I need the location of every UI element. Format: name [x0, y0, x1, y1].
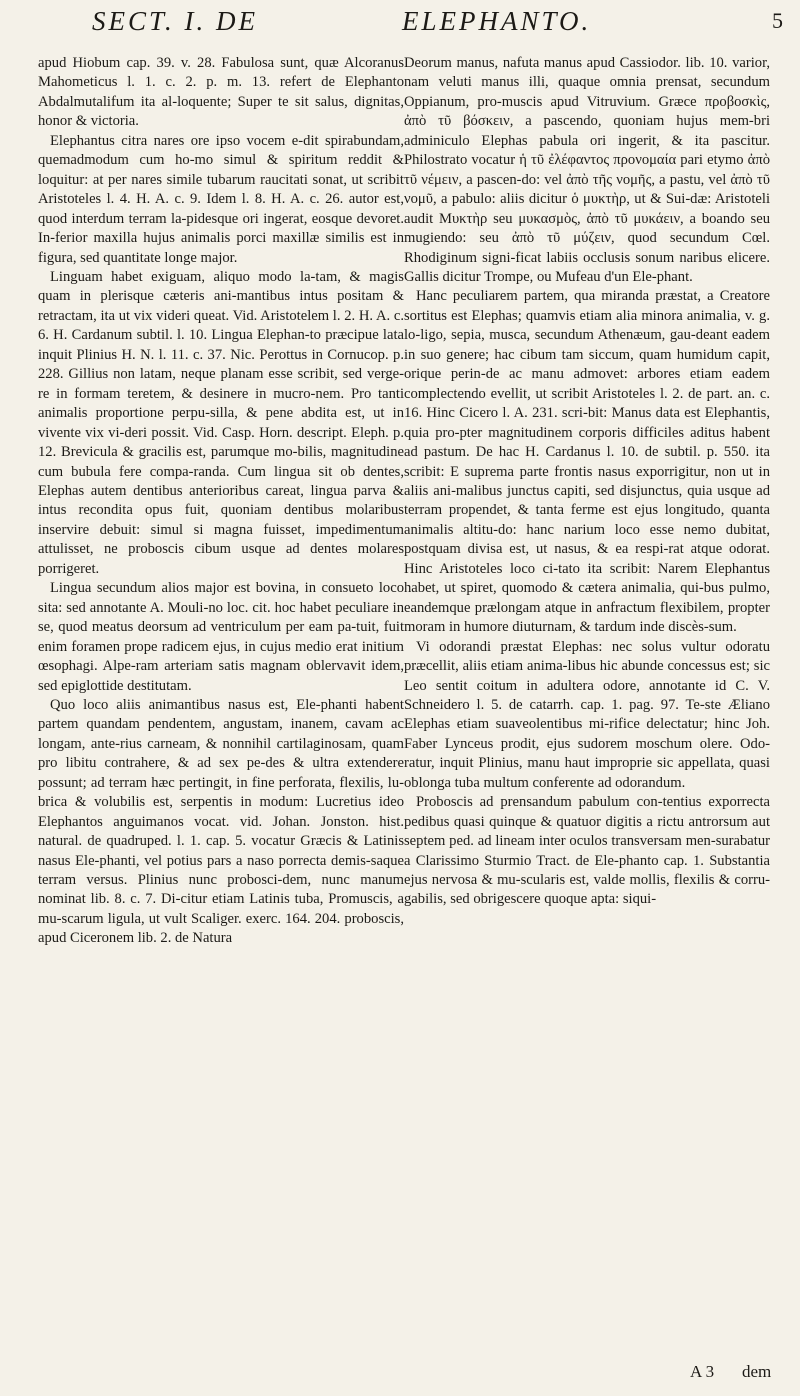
- header-right: ELEPHANTO.: [402, 6, 592, 36]
- left-column: [38, 54, 404, 949]
- running-header: [0, 6, 800, 34]
- paragraph: Deorum manus, nafuta manus apud Cassiodor. lib. 10. varior, nam veluti manus illi, quaque omnia prensat, secundum Oppianum, pro-muscis apud Vitruvium. Græce προβοσκὶς, ἀπὸ τῦ βόσκειν, a pascendo, quoniam hujus mem-bri adminiculo Elephas pabula ori ingerit, & ita pascitur. Philostrato vocatur ἡ τῦ ἐλέφαντος προνομαία pari etymo ἀπὸ τῦ νέμειν, a pascen-do: vel ἀπὸ τῆς νομῆς, a pastu, vel ἀπὸ τῦ νομῦ, a pabulo: aliis dicitur ὁ μυκτὴρ, ut & Sui-dæ: Aristoteli audit Μυκτὴρ seu μυκασμὸς, ἀπὸ τῦ μυκάειν, a boando seu mugiendo: seu ἀπὸ τῦ μύζειν, quod secundum Cœl. Rhodiginum signi-ficat labiis occlusis sonum naribus elicere. Gallis dicitur Trompe, ou Mufeau d'un Ele-phant.: [404, 55, 770, 285]
- paragraph: Vi odorandi præstat Elephas: nec solus vultur odoratu præcellit, aliis etiam anima-libus hic abunde concessus est; sic Leo sentit coitum in adultera odore, annotante id C. V. Schneidero l. 5. de catarrh. cap. 1. pag. 97. Te-ste Æliano Elephas etiam suaveolentibus mi-rifice delectatur; hinc Joh. Faber Lynceus prodit, ejus sudorem moschum olere. Odo-ratur, inquit Plinius, manu haut improprie sic appellata, quasi oblonga tuba multum conferente ad odorandum.: [404, 638, 770, 791]
- signature-mark: A 3: [690, 1362, 715, 1381]
- paragraph: Elephantus citra nares ore ipso vocem e-dit spirabundam, quemadmodum cum ho-mo simul & spiritum reddit & loquitur: at per nares simile tubarum raucitati sonat, ut scribit Aristoteles l. 4. H. A. c. 9. Idem l. 8. H. A. c. 26. autor est, quod interdum terram la-pidesque ori ingerat, eosque devoret. In-ferior maxilla hujus animalis porci maxillæ similis est in figura, sed quantitate longe major.: [38, 132, 404, 266]
- header-left: SECT. I. DE: [92, 6, 258, 36]
- page-number: 5: [772, 8, 783, 33]
- right-column: [404, 54, 770, 910]
- catchword: dem: [742, 1362, 772, 1381]
- paragraph: Proboscis ad prensandum pabulum con-tentius exporrecta pedibus quasi quinque & quatuor digitis a rictu antrorsum aut septem ped. ad lineam inter oculos transversam men-surabatur a Clarissimo Sturmio Tract. de Ele-phanto cap. 1. Substantia ejus nervosa & mu-scularis est, valde mollis, flexilis & corru-gabilis, sed obrigescere quoque apta: siqui-: [404, 794, 770, 908]
- paragraph: Quo loco aliis animantibus nasus est, Ele-phanti habent partem quandam pendentem, angustam, inanem, cavam ac longam, ante-rius carneam, & nonnihil cartilaginosam, quam pro libitu contrahere, & ad sex pe-des & ultra extendere possunt; ad terram hæc pertingit, in fine perforata, flexilis, lu-brica & volubilis est, serpentis in modum: Lucretius ideo Elephantos anguimanos vocat. vid. Johan. Jonston. hist. natural. de quadruped. l. 1. cap. 5. vocatur Græcis & Latinis nasus Ele-phanti, vel potius pars a naso porrecta demis-saque terram versus. Plinius nunc probosci-dem, nunc manum nominat lib. 8. c. 7. Di-citur etiam Latinis tuba, Promuscis, a mu-scarum ligula, ut vult Scaliger. exerc. 164. 204. proboscis, apud Ciceronem lib. 2. de Natura: [38, 696, 404, 947]
- paragraph: Hanc peculiarem partem, qua miranda præstat, a Creatore sortitus est Elephas; quamvis etiam alia minora animalia, v. g. lo-ligo, sepia, musca, secundum Athenæum, gau-deant eadem in suo genere; hac cibum tam siccum, quam humidum capit, orique perin-de ac manu admovet: arbores etiam eadem complectendo evellit, ut scribit Aristoteles l. 2. de part. an. c. 16. Hinc Cicero l. A. 231. scri-bit: Manus data est Elephantis, quia pro-pter magnitudinem corporis difficiles aditus habent ad pastum. De hac H. Cardanus l. 10. de subtil. p. 550. ita scribit: E suprema parte frontis nasus exporrigitur, non ut in aliis ani-malibus junctus capiti, sed disjunctus, quia usque ad terram propendet, & tanta ferme est ejus longitudo, quanta animalis altitu-do: hanc narium loco esse nemo dubitat, postquam divisa est, ut nasus, & ea respi-rat atque odorat. Hinc Aristoteles loco ci-tato ita scribit: Narem Elephantus habet, ut spiret, quomodo & cætera animalia, qui-bus pulmo, eandemque prælongam atque in anfractum flexibilem, propter moram in humore diuturnam, & tardum inde discès-sum.: [404, 288, 770, 636]
- paragraph: Lingua secundum alios major est bovina, in consueto loco sita: sed annotante A. Mouli-no loc. cit. hoc habet peculiare in se, quod meatus deorsum ad ventriculum per eam pa-tuit, fuit enim foramen prope radicem ejus, in cujus medio erat initium œsophagi. Alpe-ram arteriam satis magnam oblervavit idem, sed epiglottide destitutam.: [38, 580, 404, 694]
- paragraph: Linguam habet exiguam, aliquo modo la-tam, & magis quam in plerisque cæteris ani-mantibus intus positam & retractam, ita ut vix videri queat. Vid. Aristotelem l. 2. H. A. c. 6. H. Cardanum subtil. l. 10. Lingua Elephan-to præcipue lata inquit Plinius H. N. l. 11. c. 37. Nic. Perottus in Cornucop. p. 228. Gillius non latam, neque planam esse scribit, sed verge-re in formam teretem, & desinere in mucro-nem. Pro tanti animalis proportione perpu-silla, & pene abdita est, ut in vivente vix vi-deri possit. Vid. Casp. Horn. descript. Eleph. p. 12. Brevicula & gracilis est, parumque mo-bilis, magnitudine cum bubula fere compa-randa. Cum lingua sit ob dentes, Elephas autem dentibus anterioribus careat, lingua parva & intus recondita opus fuit, quoniam dentibus molaribus inservire debuit: simul si magna fuisset, impedimentum attulisset, ne proboscis cibum usque ad dentes molares porrigeret.: [38, 268, 404, 577]
- paragraph: apud Hiobum cap. 39. v. 28. Fabulosa sunt, quæ Alcoranus Mahometicus l. 1. c. 2. p. m. 13. refert de Elephanto Abdalmutalifum ita al-loquente; Super te sit salus, dignitas, honor & victoria.: [38, 55, 404, 130]
